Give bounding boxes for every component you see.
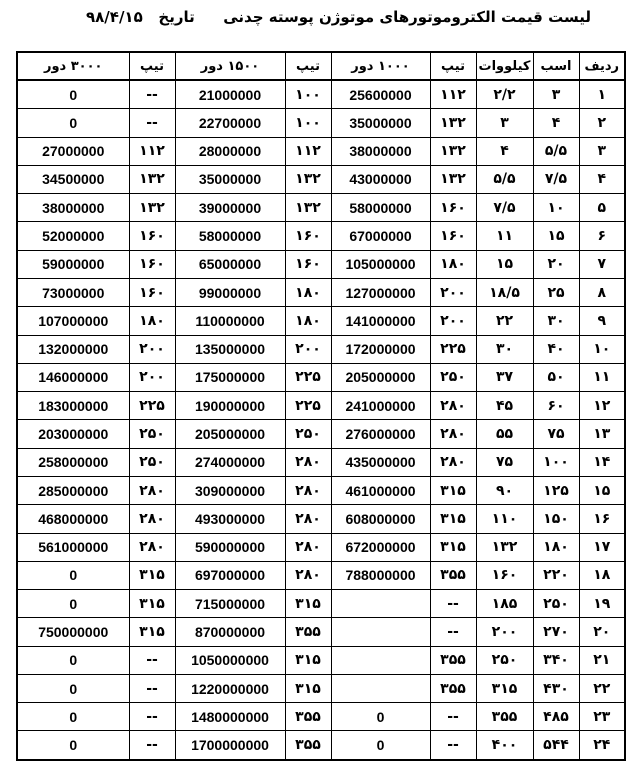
cell-kilowatt: ۱۱ bbox=[476, 222, 533, 250]
cell-frame-1500: ۱۳۲ bbox=[285, 165, 331, 193]
cell-price-3000rpm: 27000000 bbox=[17, 137, 129, 165]
cell-kilowatt: ۵۵ bbox=[476, 420, 533, 448]
cell-kilowatt: ۷۵ bbox=[476, 448, 533, 476]
cell-frame-1000: ۲۵۰ bbox=[430, 363, 476, 391]
cell-price-3000rpm: 0 bbox=[17, 109, 129, 137]
cell-row-number: ۲ bbox=[579, 109, 625, 137]
column-header-price-3000rpm: ۳۰۰۰ دور bbox=[17, 52, 129, 80]
cell-price-3000rpm: 258000000 bbox=[17, 448, 129, 476]
cell-horsepower: ۴۸۵ bbox=[533, 703, 579, 731]
cell-frame-1500: ۱۳۲ bbox=[285, 194, 331, 222]
column-header-frame-1000: تیپ bbox=[430, 52, 476, 80]
cell-frame-3000: ۳۱۵ bbox=[129, 590, 175, 618]
cell-price-1000rpm: 25600000 bbox=[331, 80, 430, 109]
table-row bbox=[17, 505, 625, 533]
table-header-row bbox=[17, 52, 625, 80]
cell-price-1000rpm: 276000000 bbox=[331, 420, 430, 448]
cell-kilowatt: ۵/۵ bbox=[476, 165, 533, 193]
price-list-title: لیست قیمت الکتروموتورهای موتوژن پوسته چدنی bbox=[223, 8, 591, 26]
cell-horsepower: ۱۸۰ bbox=[533, 533, 579, 561]
cell-row-number: ۱۹ bbox=[579, 590, 625, 618]
table-row bbox=[17, 448, 625, 476]
cell-price-1500rpm: 65000000 bbox=[175, 250, 285, 278]
cell-price-1500rpm: 190000000 bbox=[175, 392, 285, 420]
cell-row-number: ۶ bbox=[579, 222, 625, 250]
cell-frame-1500: ۲۰۰ bbox=[285, 335, 331, 363]
cell-price-3000rpm: 0 bbox=[17, 80, 129, 109]
cell-row-number: ۵ bbox=[579, 194, 625, 222]
cell-kilowatt: ۱۵ bbox=[476, 250, 533, 278]
cell-price-1000rpm: 105000000 bbox=[331, 250, 430, 278]
cell-frame-1000: -- bbox=[430, 590, 476, 618]
column-header-frame-1500: تیپ bbox=[285, 52, 331, 80]
cell-frame-1500: ۱۱۲ bbox=[285, 137, 331, 165]
cell-kilowatt: ۲۲ bbox=[476, 307, 533, 335]
cell-price-1500rpm: 58000000 bbox=[175, 222, 285, 250]
table-row bbox=[17, 194, 625, 222]
cell-price-1500rpm: 35000000 bbox=[175, 165, 285, 193]
cell-price-1000rpm: 67000000 bbox=[331, 222, 430, 250]
cell-row-number: ۱۰ bbox=[579, 335, 625, 363]
column-header-kilowatt: کیلووات bbox=[476, 52, 533, 80]
price-table bbox=[16, 51, 626, 761]
table-row bbox=[17, 618, 625, 646]
cell-price-1500rpm: 309000000 bbox=[175, 476, 285, 504]
cell-price-1000rpm: 172000000 bbox=[331, 335, 430, 363]
cell-frame-1000: ۲۸۰ bbox=[430, 392, 476, 420]
cell-price-1500rpm: 697000000 bbox=[175, 561, 285, 589]
cell-frame-1000: ۳۱۵ bbox=[430, 533, 476, 561]
cell-frame-1500: ۱۸۰ bbox=[285, 278, 331, 306]
table-row bbox=[17, 278, 625, 306]
cell-price-1500rpm: 1700000000 bbox=[175, 731, 285, 760]
cell-frame-3000: ۱۸۰ bbox=[129, 307, 175, 335]
cell-kilowatt: ۱۸/۵ bbox=[476, 278, 533, 306]
cell-price-1000rpm: 58000000 bbox=[331, 194, 430, 222]
table-row bbox=[17, 137, 625, 165]
cell-frame-1000: ۳۱۵ bbox=[430, 476, 476, 504]
cell-frame-3000: ۱۳۲ bbox=[129, 165, 175, 193]
cell-frame-1500: ۳۱۵ bbox=[285, 674, 331, 702]
cell-price-1500rpm: 99000000 bbox=[175, 278, 285, 306]
cell-frame-3000: -- bbox=[129, 674, 175, 702]
cell-kilowatt: ۱۱۰ bbox=[476, 505, 533, 533]
cell-price-1500rpm: 28000000 bbox=[175, 137, 285, 165]
cell-frame-1000: -- bbox=[430, 618, 476, 646]
cell-price-1000rpm: 435000000 bbox=[331, 448, 430, 476]
cell-price-1500rpm: 21000000 bbox=[175, 80, 285, 109]
cell-price-3000rpm: 0 bbox=[17, 646, 129, 674]
cell-price-1000rpm: 461000000 bbox=[331, 476, 430, 504]
cell-price-1000rpm: 35000000 bbox=[331, 109, 430, 137]
cell-frame-3000: ۲۵۰ bbox=[129, 448, 175, 476]
cell-horsepower: ۲۰ bbox=[533, 250, 579, 278]
cell-frame-3000: ۲۰۰ bbox=[129, 335, 175, 363]
table-row bbox=[17, 674, 625, 702]
cell-row-number: ۱۵ bbox=[579, 476, 625, 504]
cell-frame-1000: ۱۳۲ bbox=[430, 165, 476, 193]
cell-frame-1500: ۲۲۵ bbox=[285, 363, 331, 391]
cell-price-1000rpm: 38000000 bbox=[331, 137, 430, 165]
cell-frame-3000: -- bbox=[129, 109, 175, 137]
cell-frame-1500: ۳۱۵ bbox=[285, 646, 331, 674]
cell-horsepower: ۱۲۵ bbox=[533, 476, 579, 504]
cell-frame-1500: ۱۶۰ bbox=[285, 222, 331, 250]
table-row bbox=[17, 420, 625, 448]
cell-price-3000rpm: 107000000 bbox=[17, 307, 129, 335]
cell-horsepower: ۲۷۰ bbox=[533, 618, 579, 646]
cell-horsepower: ۵/۵ bbox=[533, 137, 579, 165]
cell-frame-1500: ۳۵۵ bbox=[285, 618, 331, 646]
table-row bbox=[17, 392, 625, 420]
cell-frame-1500: ۳۵۵ bbox=[285, 703, 331, 731]
cell-price-1000rpm: 788000000 bbox=[331, 561, 430, 589]
cell-row-number: ۹ bbox=[579, 307, 625, 335]
cell-row-number: ۱۷ bbox=[579, 533, 625, 561]
cell-frame-3000: ۲۵۰ bbox=[129, 420, 175, 448]
cell-kilowatt: ۴۰۰ bbox=[476, 731, 533, 760]
cell-price-1500rpm: 590000000 bbox=[175, 533, 285, 561]
cell-horsepower: ۲۵ bbox=[533, 278, 579, 306]
cell-frame-3000: ۱۶۰ bbox=[129, 222, 175, 250]
cell-price-1500rpm: 110000000 bbox=[175, 307, 285, 335]
cell-frame-3000: ۱۱۲ bbox=[129, 137, 175, 165]
table-row bbox=[17, 590, 625, 618]
table-row bbox=[17, 561, 625, 589]
table-row bbox=[17, 250, 625, 278]
cell-kilowatt: ۴۵ bbox=[476, 392, 533, 420]
cell-frame-1000: ۳۱۵ bbox=[430, 505, 476, 533]
cell-frame-3000: ۱۶۰ bbox=[129, 250, 175, 278]
cell-kilowatt: ۱۶۰ bbox=[476, 561, 533, 589]
table-body bbox=[17, 80, 625, 760]
cell-price-3000rpm: 750000000 bbox=[17, 618, 129, 646]
cell-frame-1000: ۱۶۰ bbox=[430, 194, 476, 222]
table-row bbox=[17, 165, 625, 193]
cell-frame-1500: ۱۸۰ bbox=[285, 307, 331, 335]
cell-price-1000rpm: 672000000 bbox=[331, 533, 430, 561]
cell-frame-1000: ۲۸۰ bbox=[430, 448, 476, 476]
cell-horsepower: ۱۰۰ bbox=[533, 448, 579, 476]
table-row bbox=[17, 335, 625, 363]
cell-frame-1500: ۲۸۰ bbox=[285, 533, 331, 561]
cell-frame-1000: -- bbox=[430, 731, 476, 760]
cell-horsepower: ۷۵ bbox=[533, 420, 579, 448]
cell-price-1500rpm: 493000000 bbox=[175, 505, 285, 533]
cell-price-1000rpm: 241000000 bbox=[331, 392, 430, 420]
table-row bbox=[17, 307, 625, 335]
cell-row-number: ۸ bbox=[579, 278, 625, 306]
cell-frame-1000: ۱۳۲ bbox=[430, 137, 476, 165]
cell-frame-1500: ۲۸۰ bbox=[285, 448, 331, 476]
cell-kilowatt: ۴ bbox=[476, 137, 533, 165]
cell-kilowatt: ۳۰ bbox=[476, 335, 533, 363]
cell-price-1000rpm: 0 bbox=[331, 703, 430, 731]
cell-row-number: ۱۴ bbox=[579, 448, 625, 476]
cell-row-number: ۲۱ bbox=[579, 646, 625, 674]
cell-horsepower: ۲۵۰ bbox=[533, 590, 579, 618]
cell-price-3000rpm: 59000000 bbox=[17, 250, 129, 278]
cell-frame-1000: ۲۰۰ bbox=[430, 307, 476, 335]
cell-horsepower: ۴ bbox=[533, 109, 579, 137]
cell-price-3000rpm: 561000000 bbox=[17, 533, 129, 561]
cell-price-1500rpm: 1050000000 bbox=[175, 646, 285, 674]
cell-horsepower: ۶۰ bbox=[533, 392, 579, 420]
cell-price-3000rpm: 183000000 bbox=[17, 392, 129, 420]
cell-row-number: ۷ bbox=[579, 250, 625, 278]
cell-price-1500rpm: 1480000000 bbox=[175, 703, 285, 731]
cell-price-1000rpm bbox=[331, 646, 430, 674]
cell-frame-1500: ۱۰۰ bbox=[285, 80, 331, 109]
cell-price-1500rpm: 274000000 bbox=[175, 448, 285, 476]
cell-frame-1500: ۱۰۰ bbox=[285, 109, 331, 137]
cell-price-1000rpm bbox=[331, 618, 430, 646]
cell-kilowatt: ۲۰۰ bbox=[476, 618, 533, 646]
cell-price-1000rpm bbox=[331, 674, 430, 702]
cell-price-3000rpm: 132000000 bbox=[17, 335, 129, 363]
cell-row-number: ۱ bbox=[579, 80, 625, 109]
cell-frame-1000: ۳۵۵ bbox=[430, 646, 476, 674]
cell-frame-3000: ۲۸۰ bbox=[129, 533, 175, 561]
cell-price-3000rpm: 146000000 bbox=[17, 363, 129, 391]
cell-row-number: ۱۶ bbox=[579, 505, 625, 533]
cell-horsepower: ۷/۵ bbox=[533, 165, 579, 193]
cell-row-number: ۳ bbox=[579, 137, 625, 165]
cell-price-3000rpm: 52000000 bbox=[17, 222, 129, 250]
cell-frame-3000: ۱۶۰ bbox=[129, 278, 175, 306]
cell-price-3000rpm: 0 bbox=[17, 674, 129, 702]
cell-row-number: ۴ bbox=[579, 165, 625, 193]
cell-price-1000rpm: 0 bbox=[331, 731, 430, 760]
cell-price-1500rpm: 135000000 bbox=[175, 335, 285, 363]
cell-price-1000rpm: 43000000 bbox=[331, 165, 430, 193]
cell-horsepower: ۵۴۴ bbox=[533, 731, 579, 760]
cell-frame-3000: ۳۱۵ bbox=[129, 561, 175, 589]
cell-frame-1500: ۳۵۵ bbox=[285, 731, 331, 760]
cell-frame-1000: ۱۳۲ bbox=[430, 109, 476, 137]
cell-frame-1000: ۱۱۲ bbox=[430, 80, 476, 109]
cell-frame-1500: ۱۶۰ bbox=[285, 250, 331, 278]
table-row bbox=[17, 109, 625, 137]
cell-frame-1500: ۲۸۰ bbox=[285, 561, 331, 589]
cell-price-3000rpm: 0 bbox=[17, 561, 129, 589]
cell-row-number: ۲۲ bbox=[579, 674, 625, 702]
cell-kilowatt: ۳ bbox=[476, 109, 533, 137]
cell-price-1500rpm: 715000000 bbox=[175, 590, 285, 618]
table-row bbox=[17, 476, 625, 504]
cell-price-1000rpm: 608000000 bbox=[331, 505, 430, 533]
cell-horsepower: ۲۲۰ bbox=[533, 561, 579, 589]
column-header-frame-3000: تیپ bbox=[129, 52, 175, 80]
cell-kilowatt: ۱۳۲ bbox=[476, 533, 533, 561]
cell-price-3000rpm: 38000000 bbox=[17, 194, 129, 222]
column-header-price-1000rpm: ۱۰۰۰ دور bbox=[331, 52, 430, 80]
cell-price-3000rpm: 203000000 bbox=[17, 420, 129, 448]
cell-horsepower: ۳۴۰ bbox=[533, 646, 579, 674]
cell-price-1000rpm: 205000000 bbox=[331, 363, 430, 391]
cell-kilowatt: ۲۵۰ bbox=[476, 646, 533, 674]
cell-frame-3000: ۲۸۰ bbox=[129, 476, 175, 504]
cell-horsepower: ۳۰ bbox=[533, 307, 579, 335]
cell-horsepower: ۴۰ bbox=[533, 335, 579, 363]
cell-price-1500rpm: 175000000 bbox=[175, 363, 285, 391]
cell-horsepower: ۵۰ bbox=[533, 363, 579, 391]
table-row bbox=[17, 80, 625, 109]
cell-frame-1000: ۲۲۵ bbox=[430, 335, 476, 363]
cell-price-1500rpm: 1220000000 bbox=[175, 674, 285, 702]
cell-kilowatt: ۳۷ bbox=[476, 363, 533, 391]
table-row bbox=[17, 703, 625, 731]
cell-price-3000rpm: 285000000 bbox=[17, 476, 129, 504]
cell-frame-3000: -- bbox=[129, 703, 175, 731]
cell-frame-3000: ۳۱۵ bbox=[129, 618, 175, 646]
cell-row-number: ۲۰ bbox=[579, 618, 625, 646]
cell-frame-3000: -- bbox=[129, 80, 175, 109]
document-title bbox=[0, 8, 629, 32]
cell-frame-3000: ۲۲۵ bbox=[129, 392, 175, 420]
cell-frame-1000: ۲۸۰ bbox=[430, 420, 476, 448]
cell-frame-1000: ۳۵۵ bbox=[430, 674, 476, 702]
cell-price-3000rpm: 0 bbox=[17, 731, 129, 760]
column-header-horsepower: اسب bbox=[533, 52, 579, 80]
cell-row-number: ۲۴ bbox=[579, 731, 625, 760]
cell-price-1500rpm: 39000000 bbox=[175, 194, 285, 222]
table-row bbox=[17, 222, 625, 250]
date-value: ۹۸/۴/۱۵ bbox=[86, 8, 143, 26]
cell-price-1500rpm: 22700000 bbox=[175, 109, 285, 137]
cell-price-3000rpm: 0 bbox=[17, 590, 129, 618]
cell-kilowatt: ۹۰ bbox=[476, 476, 533, 504]
cell-horsepower: ۱۰ bbox=[533, 194, 579, 222]
cell-frame-1500: ۳۱۵ bbox=[285, 590, 331, 618]
cell-price-1000rpm: 141000000 bbox=[331, 307, 430, 335]
cell-horsepower: ۴۳۰ bbox=[533, 674, 579, 702]
cell-price-1000rpm: 127000000 bbox=[331, 278, 430, 306]
cell-horsepower: ۱۵۰ bbox=[533, 505, 579, 533]
cell-price-3000rpm: 34500000 bbox=[17, 165, 129, 193]
cell-price-3000rpm: 468000000 bbox=[17, 505, 129, 533]
cell-frame-1500: ۲۲۵ bbox=[285, 392, 331, 420]
cell-frame-3000: -- bbox=[129, 646, 175, 674]
cell-frame-1500: ۲۵۰ bbox=[285, 420, 331, 448]
cell-price-1500rpm: 870000000 bbox=[175, 618, 285, 646]
cell-frame-3000: -- bbox=[129, 731, 175, 760]
cell-frame-3000: ۱۳۲ bbox=[129, 194, 175, 222]
column-header-row-number: ردیف bbox=[579, 52, 625, 80]
table-row bbox=[17, 363, 625, 391]
cell-frame-3000: ۲۸۰ bbox=[129, 505, 175, 533]
cell-horsepower: ۳ bbox=[533, 80, 579, 109]
cell-horsepower: ۱۵ bbox=[533, 222, 579, 250]
date-block bbox=[86, 8, 195, 26]
cell-row-number: ۱۸ bbox=[579, 561, 625, 589]
cell-kilowatt: ۳۵۵ bbox=[476, 703, 533, 731]
date-label: تاریخ bbox=[158, 8, 195, 26]
column-header-price-1500rpm: ۱۵۰۰ دور bbox=[175, 52, 285, 80]
cell-frame-1000: ۲۰۰ bbox=[430, 278, 476, 306]
cell-price-3000rpm: 0 bbox=[17, 703, 129, 731]
cell-price-1500rpm: 205000000 bbox=[175, 420, 285, 448]
cell-row-number: ۲۳ bbox=[579, 703, 625, 731]
cell-frame-1000: ۱۸۰ bbox=[430, 250, 476, 278]
cell-price-1000rpm bbox=[331, 590, 430, 618]
table-row bbox=[17, 533, 625, 561]
cell-frame-3000: ۲۰۰ bbox=[129, 363, 175, 391]
cell-kilowatt: ۲/۲ bbox=[476, 80, 533, 109]
cell-kilowatt: ۷/۵ bbox=[476, 194, 533, 222]
cell-frame-1000: ۳۵۵ bbox=[430, 561, 476, 589]
cell-frame-1500: ۲۸۰ bbox=[285, 505, 331, 533]
cell-frame-1000: -- bbox=[430, 703, 476, 731]
cell-price-3000rpm: 73000000 bbox=[17, 278, 129, 306]
cell-kilowatt: ۱۸۵ bbox=[476, 590, 533, 618]
table-row bbox=[17, 731, 625, 760]
table-row bbox=[17, 646, 625, 674]
cell-kilowatt: ۳۱۵ bbox=[476, 674, 533, 702]
cell-frame-1000: ۱۶۰ bbox=[430, 222, 476, 250]
cell-frame-1500: ۲۸۰ bbox=[285, 476, 331, 504]
cell-row-number: ۱۲ bbox=[579, 392, 625, 420]
cell-row-number: ۱۱ bbox=[579, 363, 625, 391]
cell-row-number: ۱۳ bbox=[579, 420, 625, 448]
